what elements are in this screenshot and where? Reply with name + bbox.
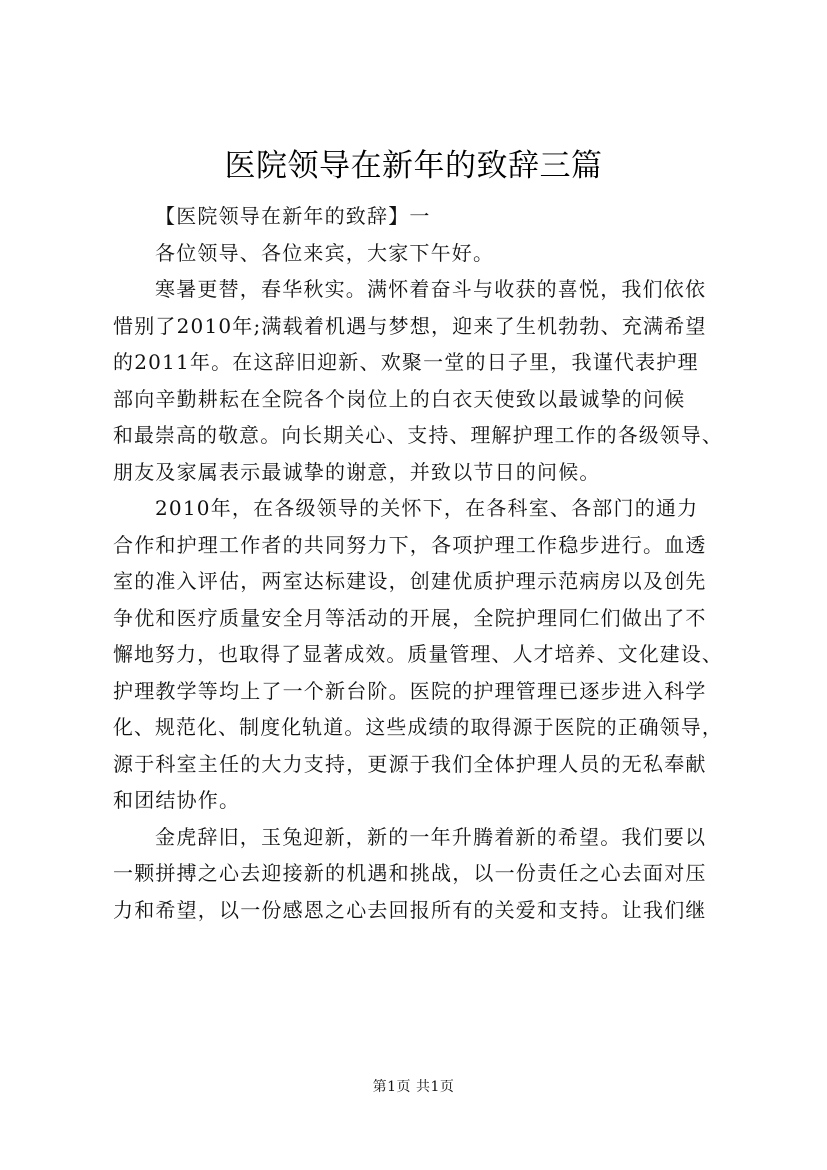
paragraph-line: 护理教学等均上了一个新台阶。医院的护理管理已逐步进入科学 (113, 678, 707, 703)
paragraph-line: 金虎辞旧，玉兔迎新，新的一年升腾着新的希望。我们要以 (155, 824, 707, 849)
paragraph-line: 部向辛勤耕耘在全院各个岗位上的白衣天使致以最诚挚的问候 (113, 386, 686, 411)
paragraph-line: 惜别了2010年;满载着机遇与梦想，迎来了生机勃勃、充满希望 (113, 313, 707, 338)
paragraph-line: 化、规范化、制度化轨道。这些成绩的取得源于医院的正确领导， (113, 715, 723, 739)
paragraph-line: 合作和护理工作者的共同努力下，各项护理工作稳步进行。血透 (113, 532, 707, 557)
document-body (113, 198, 723, 928)
paragraph-line: 和团结协作。 (113, 788, 241, 812)
document-title: 医院领导在新年的致辞三篇 (224, 148, 603, 184)
paragraph-line: 寒暑更替，春华秋实。满怀着奋斗与收获的喜悦，我们依依 (155, 277, 707, 301)
paragraph-line: 2010年，在各级领导的关怀下，在各科室、各部门的通力 (155, 496, 699, 520)
paragraph-line: 室的准入评估，两室达标建设，创建优质护理示范病房以及创先 (113, 569, 707, 593)
paragraph-line: 一颗拼搏之心去迎接新的机遇和挑战，以一份责任之心去面对压 (113, 861, 707, 885)
paragraph-line: 的2011年。在这辞旧迎新、欢聚一堂的日子里，我谨代表护理 (113, 350, 699, 374)
paragraph-line: 懈地努力，也取得了显著成效。质量管理、人才培养、文化建设、 (113, 642, 723, 666)
greeting-line: 各位领导、各位来宾，大家下午好。 (155, 240, 495, 265)
paragraph-line: 和最崇高的敬意。向长期关心、支持、理解护理工作的各级领导、 (113, 423, 723, 447)
paragraph-line: 力和希望，以一份感恩之心去回报所有的关爱和支持。让我们继 (113, 897, 707, 922)
section-heading: 【医院领导在新年的致辞】一 (155, 204, 431, 228)
paragraph-line: 源于科室主任的大力支持，更源于我们全体护理人员的无私奉献 (113, 751, 707, 776)
paragraph-line: 争优和医疗质量安全月等活动的开展，全院护理同仁们做出了不 (113, 605, 707, 630)
page-footer: 第1页 共1页 (372, 1079, 455, 1095)
paragraph-line: 朋友及家属表示最诚挚的谢意，并致以节日的问候。 (113, 459, 601, 484)
